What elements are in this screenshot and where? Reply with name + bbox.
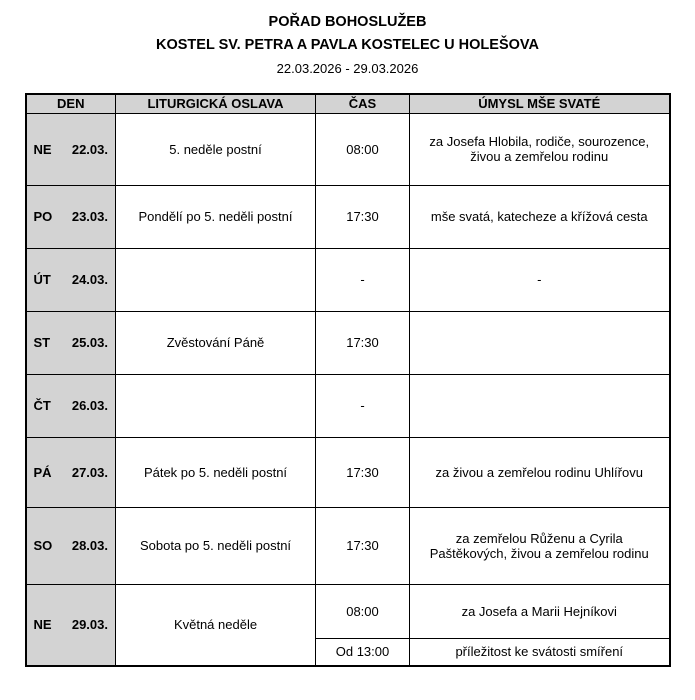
- intention-cell: [410, 374, 670, 437]
- celebration-cell: Pondělí po 5. neděli postní: [116, 185, 316, 248]
- celebration-cell: Květná neděle: [116, 584, 316, 666]
- day-cell: [26, 507, 116, 584]
- celebration-cell: [116, 248, 316, 311]
- table-row: [26, 185, 670, 248]
- column-header-cas: ČAS: [316, 94, 410, 113]
- day-cell: [26, 185, 116, 248]
- day-cell: [26, 113, 116, 185]
- day-wrap: [27, 465, 116, 480]
- day-date: 22.03.: [71, 141, 108, 157]
- intention-cell: za zemřelou Růženu a Cyrila Paštěkových, živou a zemřelou rodinu: [410, 507, 670, 584]
- day-wrap: [27, 142, 116, 157]
- day-date: 29.03.: [71, 617, 108, 633]
- intention-cell: mše svatá, katecheze a křížová cesta: [410, 185, 670, 248]
- celebration-cell: Pátek po 5. neděli postní: [116, 437, 316, 507]
- day-abbrev: ÚT: [33, 272, 51, 287]
- table-row: [26, 311, 670, 374]
- day-abbrev: SO: [33, 538, 53, 553]
- day-date: 25.03.: [71, 335, 108, 350]
- date-range: 22.03.2026 - 29.03.2026: [276, 61, 419, 76]
- day-abbrev: PO: [33, 209, 53, 224]
- header-row: [26, 94, 670, 113]
- church-name: KOSTEL SV. PETRA A PAVLA KOSTELEC U HOLEŠOVA: [156, 37, 539, 53]
- column-header-umysl: ÚMYSL MŠE SVATÉ: [410, 94, 670, 113]
- day-abbrev: NE: [33, 617, 52, 633]
- celebration-cell: 5. neděle postní: [116, 113, 316, 185]
- time-cell: 08:00: [316, 584, 410, 638]
- time-cell: 17:30: [316, 437, 410, 507]
- celebration-cell: Sobota po 5. neděli postní: [116, 507, 316, 584]
- day-abbrev: PÁ: [33, 464, 52, 480]
- table-row: [26, 437, 670, 507]
- intention-cell: [410, 311, 670, 374]
- time-cell: 17:30: [316, 311, 410, 374]
- intention-cell: -: [410, 248, 670, 311]
- day-wrap: [27, 617, 116, 632]
- table-row: [26, 584, 670, 638]
- day-date: 24.03.: [71, 272, 108, 287]
- intention-cell: příležitost ke svátosti smíření: [410, 638, 670, 666]
- day-wrap: [27, 272, 116, 287]
- day-abbrev: ST: [33, 335, 51, 350]
- day-cell: [26, 311, 116, 374]
- time-cell: 17:30: [316, 185, 410, 248]
- time-cell: 17:30: [316, 507, 410, 584]
- table-row: [26, 113, 670, 185]
- day-abbrev: ČT: [33, 398, 51, 413]
- document-header: [0, 11, 695, 79]
- schedule-table: [25, 93, 671, 667]
- day-cell: [26, 374, 116, 437]
- day-wrap: [27, 335, 116, 350]
- day-wrap: [27, 209, 116, 224]
- day-cell: [26, 248, 116, 311]
- table-row: [26, 248, 670, 311]
- time-cell: -: [316, 248, 410, 311]
- celebration-cell: [116, 374, 316, 437]
- time-cell: Od 13:00: [316, 638, 410, 666]
- day-date: 28.03.: [71, 538, 108, 553]
- day-wrap: [27, 538, 116, 553]
- day-date: 26.03.: [71, 398, 108, 413]
- day-cell: [26, 584, 116, 666]
- day-wrap: [27, 398, 116, 413]
- document-title: POŘAD BOHOSLUŽEB: [268, 14, 427, 30]
- intention-cell: za živou a zemřelou rodinu Uhlířovu: [410, 437, 670, 507]
- column-header-oslava: LITURGICKÁ OSLAVA: [116, 94, 316, 113]
- table-row: [26, 507, 670, 584]
- intention-cell: za Josefa Hlobila, rodiče, sourozence, živou a zemřelou rodinu: [410, 113, 670, 185]
- time-cell: 08:00: [316, 113, 410, 185]
- intention-cell: za Josefa a Marii Hejníkovi: [410, 584, 670, 638]
- day-date: 23.03.: [71, 209, 108, 224]
- celebration-cell: Zvěstování Páně: [116, 311, 316, 374]
- column-header-den: DEN: [26, 94, 116, 113]
- day-cell: [26, 437, 116, 507]
- day-date: 27.03.: [71, 464, 108, 480]
- table-row: [26, 374, 670, 437]
- time-cell: -: [316, 374, 410, 437]
- day-abbrev: NE: [33, 141, 52, 157]
